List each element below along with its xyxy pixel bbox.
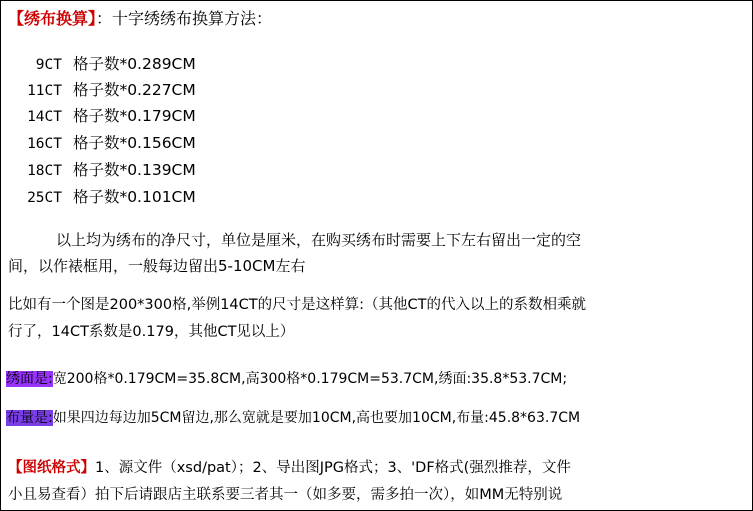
paragraph-line: 以上均为绣布的净尺寸，单位是厘米，在购买绣布时需要上下左右留出一定的空: [56, 231, 582, 249]
ct-formula: 格子数*0.101CM: [72, 188, 196, 206]
ct-row: [10, 131, 196, 156]
ct-value: 16CT: [27, 136, 62, 152]
pattern-format-line: [8, 456, 571, 480]
cloth-amount-value: 如果四边每边加5CM留边,那么宽就是要加10CM,高也要加10CM,布量:45.8*63.7CM: [52, 410, 581, 426]
ct-row: [10, 78, 196, 103]
ct-formula: 格子数*0.227CM: [72, 81, 196, 99]
embroidery-face-line: [6, 367, 567, 391]
paragraph-line: 行了，14CT系数是0.179，其他CT见以上）: [8, 324, 295, 340]
ct-value: 14CT: [27, 109, 62, 125]
paragraph-line: 比如有一个图是200*300格,举例14CT的尺寸是这样算:（其他CT的代入以上的系数相乘就: [8, 297, 587, 313]
ct-row: [10, 185, 196, 210]
heading-line: [8, 7, 272, 31]
embroidery-face-value: 宽200格*0.179CM=35.8CM,高300格*0.179CM=53.7CM,绣面:35.8*53.7CM;: [52, 371, 568, 387]
heading-text: ：十字绣绣布换算方法：: [96, 9, 273, 28]
pattern-format-line-2: 小且易查看）拍下后请跟店主联系要三者其一（如多要，需多拍一次），如MM无特别说: [8, 487, 563, 503]
pattern-format-text: 1、源文件（xsd/pat）；2、导出图JPG格式；3、'DF格式(强烈推荐，文件: [95, 460, 571, 476]
ct-row: [10, 52, 196, 77]
ct-row: [10, 104, 196, 129]
ct-formula: 格子数*0.156CM: [72, 134, 196, 152]
cloth-amount-label: 布量是:: [6, 410, 53, 426]
ct-value: 11CT: [27, 83, 62, 99]
ct-formula: 格子数*0.179CM: [72, 107, 196, 125]
ct-formula: 格子数*0.289CM: [72, 55, 196, 73]
paragraph-line: 间，以作裱框用，一般每边留出5-10CM左右: [8, 257, 306, 275]
cloth-amount-line: [6, 406, 580, 430]
ct-row: [10, 158, 196, 183]
ct-formula: 格子数*0.139CM: [72, 161, 196, 179]
ct-value: 25CT: [27, 190, 62, 206]
ct-value: 18CT: [27, 163, 62, 179]
pattern-format-tag: 【图纸格式】: [8, 460, 95, 476]
heading-tag: 【绣布换算】: [8, 9, 97, 28]
embroidery-face-label: 绣面是:: [6, 371, 53, 387]
ct-value: 9CT: [35, 57, 62, 73]
